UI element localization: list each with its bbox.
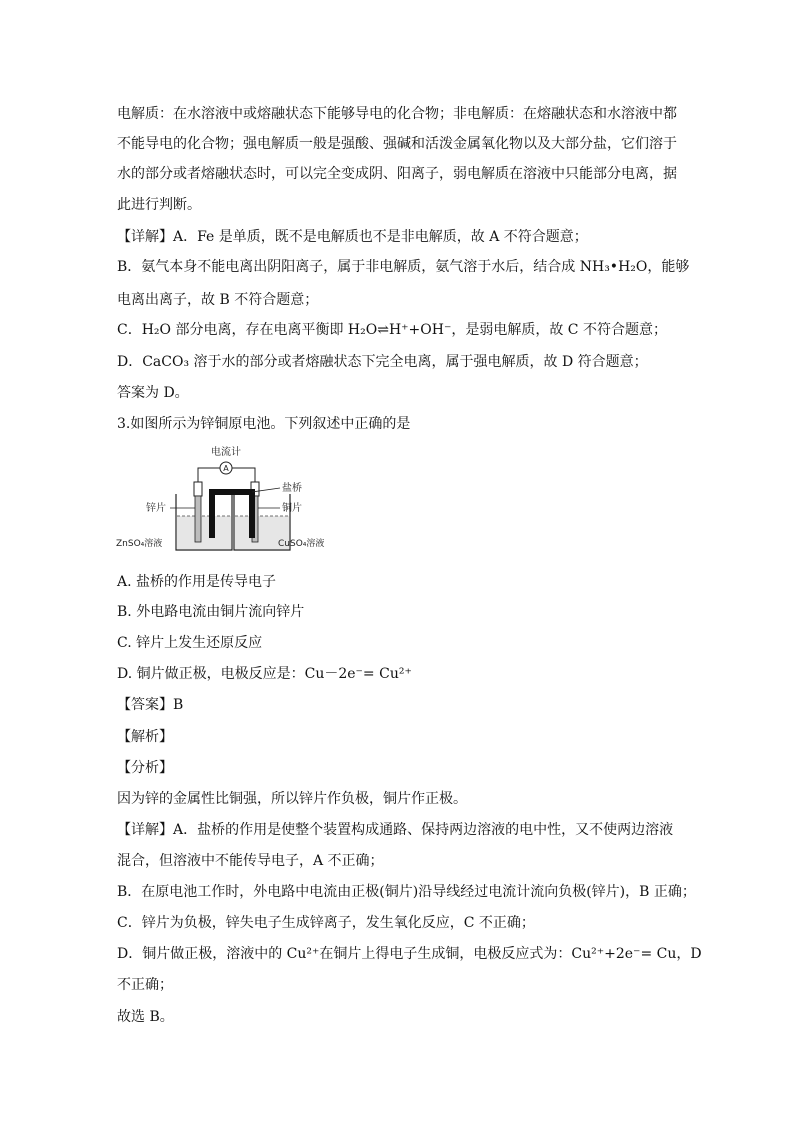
text-line: 【详解】A．盐桥的作用是使整个装置构成通路、保持两边溶液的电中性，又不使两边溶液 [117,822,674,838]
right-solution-label: CuSO₄溶液 [278,539,325,549]
left-solution [177,516,231,549]
analysis-heading: 【解析】 [117,729,173,745]
zinc-label: 锌片 [146,503,166,514]
copper-label: 铜片 [282,503,302,514]
left-wire [198,468,220,482]
text-line: 不正确； [117,977,173,993]
text-line: B．氨气本身不能电离出阴阳离子，属于非电解质，氨气溶于水后，结合成 NH₃•H₂O，能够 [117,259,690,275]
text-line: C．H₂O 部分电离，存在电离平衡即 H₂O⇌H⁺+OH⁻，是弱电解质，故 C 不符合题意； [117,322,667,338]
option-d: D. 铜片做正极，电极反应是：Cu－2e⁻= Cu²⁺ [117,666,412,682]
zinc-copper-cell-diagram [110,438,340,556]
text-line: 此进行判断。 [117,197,201,213]
text-line: 不能导电的化合物；强电解质一般是强酸、强碱和活泼金属氧化物以及大部分盐，它们溶于 [117,136,677,152]
answer-line: 【答案】B [117,697,184,713]
text-line: D．铜片做正极，溶液中的 Cu²⁺在铜片上得电子生成铜，电极反应式为：Cu²⁺+2e⁻= Cu，D [117,946,702,962]
text-line: 电离出离子，故 B 不符合题意； [117,292,319,308]
text-line: 水的部分或者熔融状态时，可以完全变成阴、阳离子，弱电解质在溶液中只能部分电离，据 [117,166,677,182]
left-clamp [194,482,202,496]
text-line: D．CaCO₃ 溶于水的部分或者熔融状态下完全电离，属于强电解质，故 D 符合题意； [117,354,648,370]
option-b: B. 外电路电流由铜片流向锌片 [117,604,305,620]
left-solution-label: ZnSO₄溶液 [116,539,163,549]
text-line: 混合，但溶液中不能传导电子，A 不正确； [117,853,384,869]
meter-label: 电流计 [211,447,241,458]
option-a: A. 盐桥的作用是传导电子 [117,574,277,590]
text-line: B．在原电池工作时，外电路中电流由正极(铜片)沿导线经过电流计流向负极(锌片)，B 正确； [117,884,696,900]
right-wire [232,468,255,482]
text-line: C．锌片为负极，锌失电子生成锌离子，发生氧化反应，C 不正确； [117,915,535,931]
text-line: 因为锌的金属性比铜强，所以锌片作负极，铜片作正极。 [117,791,467,807]
question-stem: 3.如图所示为锌铜原电池。下列叙述中正确的是 [117,416,411,432]
text-line: 【详解】A．Fe 是单质，既不是电解质也不是非电解质，故 A 不符合题意； [117,229,588,245]
salt-bridge-label: 盐桥 [282,483,302,494]
meter-symbol: A [223,464,229,473]
text-line: 故选 B。 [117,1009,174,1025]
analysis-subheading: 【分析】 [117,760,173,776]
zinc-electrode [195,496,201,542]
text-line: 电解质：在水溶液中或熔融状态下能够导电的化合物；非电解质：在熔融状态和水溶液中都 [117,106,677,122]
option-c: C. 锌片上发生还原反应 [117,635,263,651]
text-line: 答案为 D。 [117,385,189,401]
